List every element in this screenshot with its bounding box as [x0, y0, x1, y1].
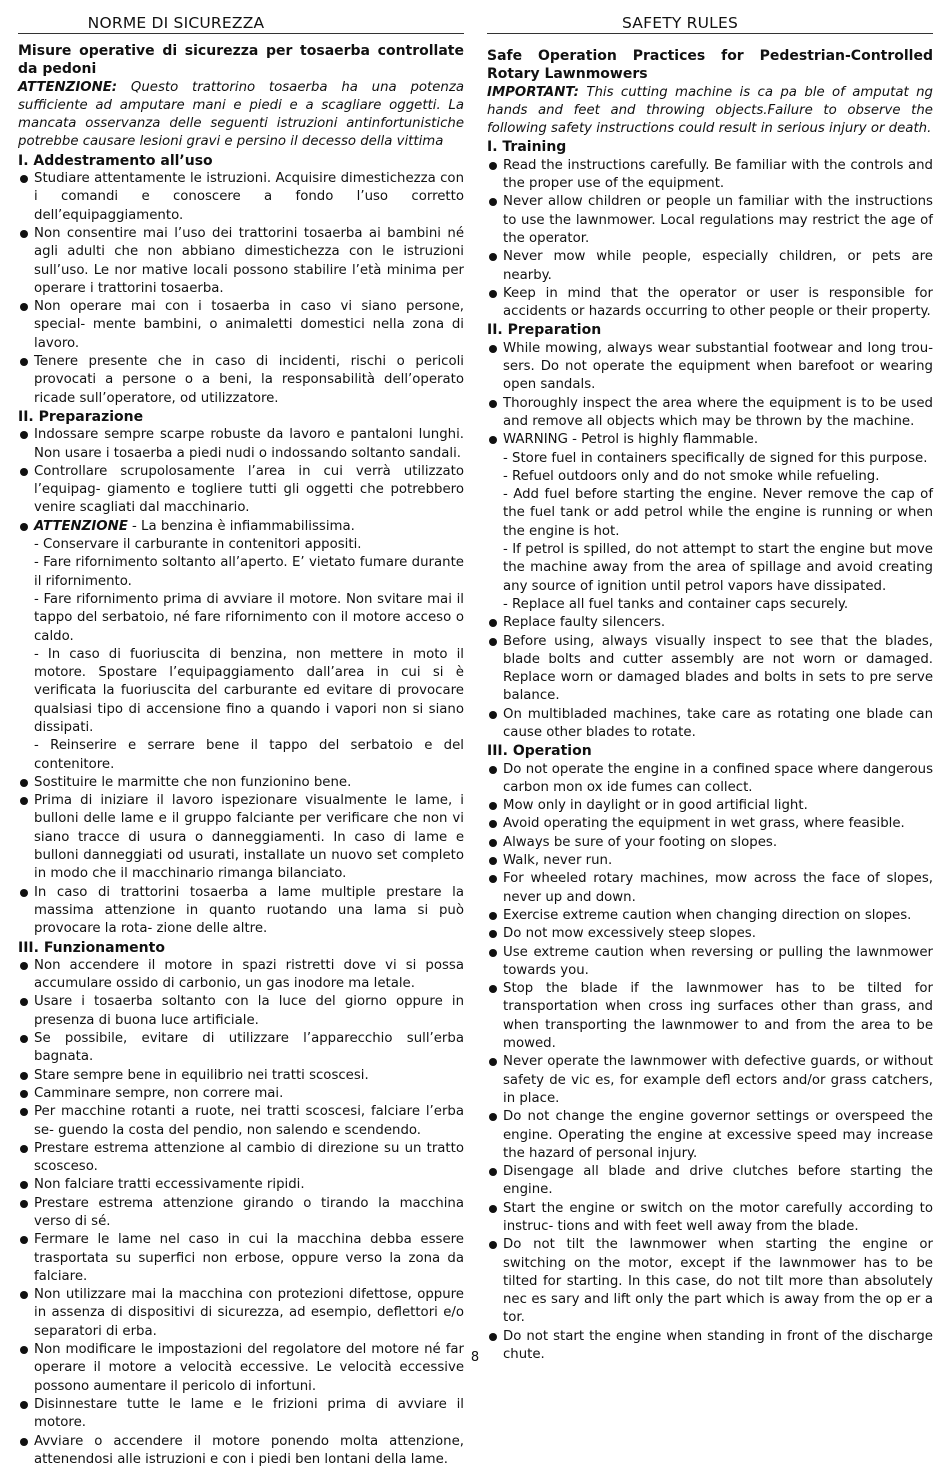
list-item: Controllare scrupolosamente l’area in cui verrà utilizzato l’equipag- giamento e togliere tutti gli oggetti che potrebbero venire scagliati dal macchinario.	[18, 463, 464, 518]
list-item: Do not tilt the lawnmower when starting the engine or switching on the motor, except if the lawnmower has to be tilted for starting. In this case, do not tilt more than absolutely nec es sary and lift only the part which is away from the op er a tor.	[487, 1236, 933, 1327]
english-column	[487, 0, 933, 1364]
list-item: Never allow children or people un familiar with the instructions to use the lawnmower. Local regulations may restrict the age of the operator.	[487, 193, 933, 248]
list-item: Do not mow excessively steep slopes.	[487, 925, 933, 943]
list-item-warning	[18, 518, 464, 536]
italian-fuel-warning-label: ATTENZIONE	[34, 518, 128, 534]
list-item: Thoroughly inspect the area where the equipment is to be used and remove all objects which may be thrown by the machine.	[487, 395, 933, 432]
list-item: In caso di trattorini tosaerba a lame multiple prestare la massima attenzione in quanto ruotando una lama si può provocare la rota- zione delle altre.	[18, 884, 464, 939]
list-item: Do not operate the engine in a confined space where dangerous carbon mon ox ide fumes can collect.	[487, 761, 933, 798]
english-section-1-title: I. Training	[487, 139, 567, 156]
page-number: 8	[470, 1350, 480, 1365]
english-section-3-title: III. Operation	[487, 743, 592, 760]
list-item: Non utilizzare mai la macchina con protezioni difettose, oppure in assenza di dispositivi di sicurezza, ad esempio, deflettori e/o separatori di erba.	[18, 1286, 464, 1341]
list-item: Fermare le lame nel caso in cui la macchina debba essere trasportata su superfici non erbose, oppure verso la zona da falciare.	[18, 1231, 464, 1286]
list-item-warning: WARNING - Petrol is highly flammable.	[487, 431, 933, 449]
list-item: Prestare estrema attenzione al cambio di direzione su un tratto scosceso.	[18, 1140, 464, 1177]
dash-item: - Reinserire e serrare bene il tappo del serbatoio e del contenitore.	[34, 738, 464, 772]
list-item: Prima di iniziare il lavoro ispezionare visualmente le lame, i bulloni delle lame e il gruppo falciante per verificare che non vi siano tracce di usura o danneggiamenti. In caso di lame e bulloni danneggiati od usurati, installate un nuovo set completo in modo che il macchinario rimanga bilanciato.	[18, 792, 464, 883]
italian-column	[18, 0, 464, 1469]
dash-item: - Store fuel in containers specifically de signed for this purpose.	[503, 450, 928, 466]
list-item: Never mow while people, especially children, or pets are nearby.	[487, 248, 933, 285]
dash-item: - Replace all fuel tanks and container caps securely.	[503, 596, 849, 612]
list-item: Keep in mind that the operator or user is responsible for accidents or hazards occurring to other people or their property.	[487, 285, 933, 322]
italian-subtitle: Misure operative di sicurezza per tosaerba controllate da pedoni	[18, 43, 464, 78]
list-item: Do not start the engine when standing in front of the discharge chute.	[487, 1328, 933, 1365]
dash-item: - If petrol is spilled, do not attempt to start the engine but move the machine away from the area of spillage and avoid creating any source of ignition until petrol vapors have dissipated.	[503, 542, 933, 594]
list-item: Per macchine rotanti a ruote, nei tratti scoscesi, falciare l’erba se- guendo la costa del pendio, non salendo e scendendo.	[18, 1103, 464, 1140]
list-item: Avoid operating the equipment in wet grass, where feasible.	[487, 815, 933, 833]
list-item: For wheeled rotary machines, mow across the face of slopes, never up and down.	[487, 870, 933, 907]
list-item: Do not change the engine governor settings or overspeed the engine. Operating the engine at excessive speed may increase the hazard of personal injury.	[487, 1108, 933, 1163]
italian-warning-text: Questo trattorino tosaerba ha una potenza sufficiente ad amputare mani e piedi e a scagliare oggetti. La mancata osservanza delle seguenti istruzioni antinfortunistiche potrebbe causare lesioni gravi e persino il decesso della vittima	[18, 79, 464, 150]
italian-body	[18, 34, 464, 1469]
english-warning-text: This cutting machine is ca pa ble of amputat ng hands and feet and throwing objects.Failure to observe the following safety instructions could result in serious injury or death.	[487, 84, 933, 137]
list-item: Disengage all blade and drive clutches before starting the engine.	[487, 1163, 933, 1200]
list-item: Non falciare tratti eccessivamente ripidi.	[18, 1176, 464, 1194]
list-item: Non consentire mai l’uso dei trattorini tosaerba ai bambini né agli adulti che non abbiano dimestichezza con le istruzioni sull’uso. Le nor mative locali possono stabilire l’età minima per operare i trattorini tosaerba.	[18, 225, 464, 298]
english-section-2-title: II. Preparation	[487, 322, 602, 339]
english-warning-label: IMPORTANT:	[487, 84, 579, 100]
list-item: On multibladed machines, take care as rotating one blade can cause other blades to rotate.	[487, 706, 933, 743]
list-item: Read the instructions carefully. Be familiar with the controls and the proper use of the equipment.	[487, 157, 933, 194]
list-item: Disinnestare tutte le lame e le frizioni prima di avviare il motore.	[18, 1396, 464, 1433]
list-item: Walk, never run.	[487, 852, 933, 870]
italian-fuel-warning-text: - La benzina è infiammabilissima.	[127, 518, 355, 534]
list-item: Replace faulty silencers.	[487, 614, 933, 632]
dash-item: - Refuel outdoors only and do not smoke while refueling.	[503, 468, 880, 484]
list-item: Never operate the lawnmower with defective guards, or without safety de vic es, for example defl ectors and/or grass catchers, in place.	[487, 1053, 933, 1108]
italian-section-3-title: III. Funzionamento	[18, 939, 165, 956]
dash-item: - Add fuel before starting the engine. Never remove the cap of the fuel tank or add petrol while the engine is running or when the engine is hot.	[503, 487, 933, 539]
dash-item: - Conservare il carburante in contenitori appositi.	[34, 537, 362, 553]
list-item: Before using, always visually inspect to see that the blades, blade bolts and cutter assembly are not worn or damaged. Replace worn or damaged blades and bolts in sets to pre serve balance.	[487, 633, 933, 706]
italian-section-2-title: II. Preparazione	[18, 408, 144, 425]
list-item: Exercise extreme caution when changing direction on slopes.	[487, 907, 933, 925]
list-item: Use extreme caution when reversing or pulling the lawnmower towards you.	[487, 944, 933, 981]
list-item: Start the engine or switch on the motor carefully according to instruc- tions and with feet well away from the blade.	[487, 1200, 933, 1237]
list-item: Stare sempre bene in equilibrio nei tratti scoscesi.	[18, 1067, 464, 1085]
list-item: While mowing, always wear substantial footwear and long trou- sers. Do not operate the equipment when barefoot or wearing open sandals.	[487, 340, 933, 395]
italian-header: NORME DI SICUREZZA	[18, 0, 464, 34]
english-header: SAFETY RULES	[487, 0, 933, 34]
list-item: Non accendere il motore in spazi ristretti dove vi si possa accumulare ossido di carbonio, un gas inodore ma letale.	[18, 957, 464, 994]
list-item: Studiare attentamente le istruzioni. Acquisire dimestichezza con i comandi e conoscere a fondo l’uso corretto dell’equipaggiamento.	[18, 170, 464, 225]
english-warning	[487, 84, 933, 139]
italian-warning-label: ATTENZIONE:	[18, 79, 118, 95]
list-item: Camminare sempre, non correre mai.	[18, 1085, 464, 1103]
list-item: Non operare mai con i tosaerba in caso vi siano persone, special- mente bambini, o animaletti domestici nella zona di lavoro.	[18, 298, 464, 353]
list-item: Non modificare le impostazioni del regolatore del motore né far operare il motore a velocità eccessive. Le velocità eccessive possono aumentare il pericolo di infortuni.	[18, 1341, 464, 1396]
english-body	[487, 34, 933, 1364]
list-item: Always be sure of your footing on slopes.	[487, 834, 933, 852]
list-item: Se possibile, evitare di utilizzare l’apparecchio sull’erba bagnata.	[18, 1030, 464, 1067]
english-subtitle: Safe Operation Practices for Pedestrian-Controlled Rotary Lawnmowers	[487, 48, 933, 83]
list-item: Tenere presente che in caso di incidenti, rischi o pericoli provocati a persone o a beni, la responsabilità dell’operato ricade sull’operatore, od utilizzatore.	[18, 353, 464, 408]
dash-item: - Fare rifornimento soltanto all’aperto. E’ vietato fumare durante il rifornimento.	[34, 555, 464, 589]
dash-item: - In caso di fuoriuscita di benzina, non mettere in moto il motore. Spostare l’equipaggiamento dall’area in cui si è verificata la fuoriuscita del carburante ed evitare di provocare qualsiasi tipo di accensione fino a quando i vapori non si siano dissipati.	[34, 646, 464, 735]
list-item: Stop the blade if the lawnmower has to be tilted for transportation when cross ing surfaces other than grass, and when transporting the lawnmower to and from the area to be mowed.	[487, 980, 933, 1053]
list-item: Usare i tosaerba soltanto con la luce del giorno oppure in presenza di buona luce artificiale.	[18, 993, 464, 1030]
dash-item: - Fare rifornimento prima di avviare il motore. Non svitare mai il tappo del serbatoio, né fare rifornimento con il motore acceso o caldo.	[34, 591, 464, 644]
italian-section-1-title: I. Addestramento all’uso	[18, 152, 213, 169]
list-item: Prestare estrema attenzione girando o tirando la macchina verso di sé.	[18, 1195, 464, 1232]
list-item: Mow only in daylight or in good artificial light.	[487, 797, 933, 815]
list-item: Sostituire le marmitte che non funzionino bene.	[18, 774, 464, 792]
italian-warning	[18, 79, 464, 152]
list-item: Indossare sempre scarpe robuste da lavoro e pantaloni lunghi. Non usare i tosaerba a piedi nudi o indossando soltanto sandali.	[18, 426, 464, 463]
list-item: Avviare o accendere il motore ponendo molta attenzione, attenendosi alle istruzioni e con i piedi ben lontani della lame.	[18, 1433, 464, 1469]
